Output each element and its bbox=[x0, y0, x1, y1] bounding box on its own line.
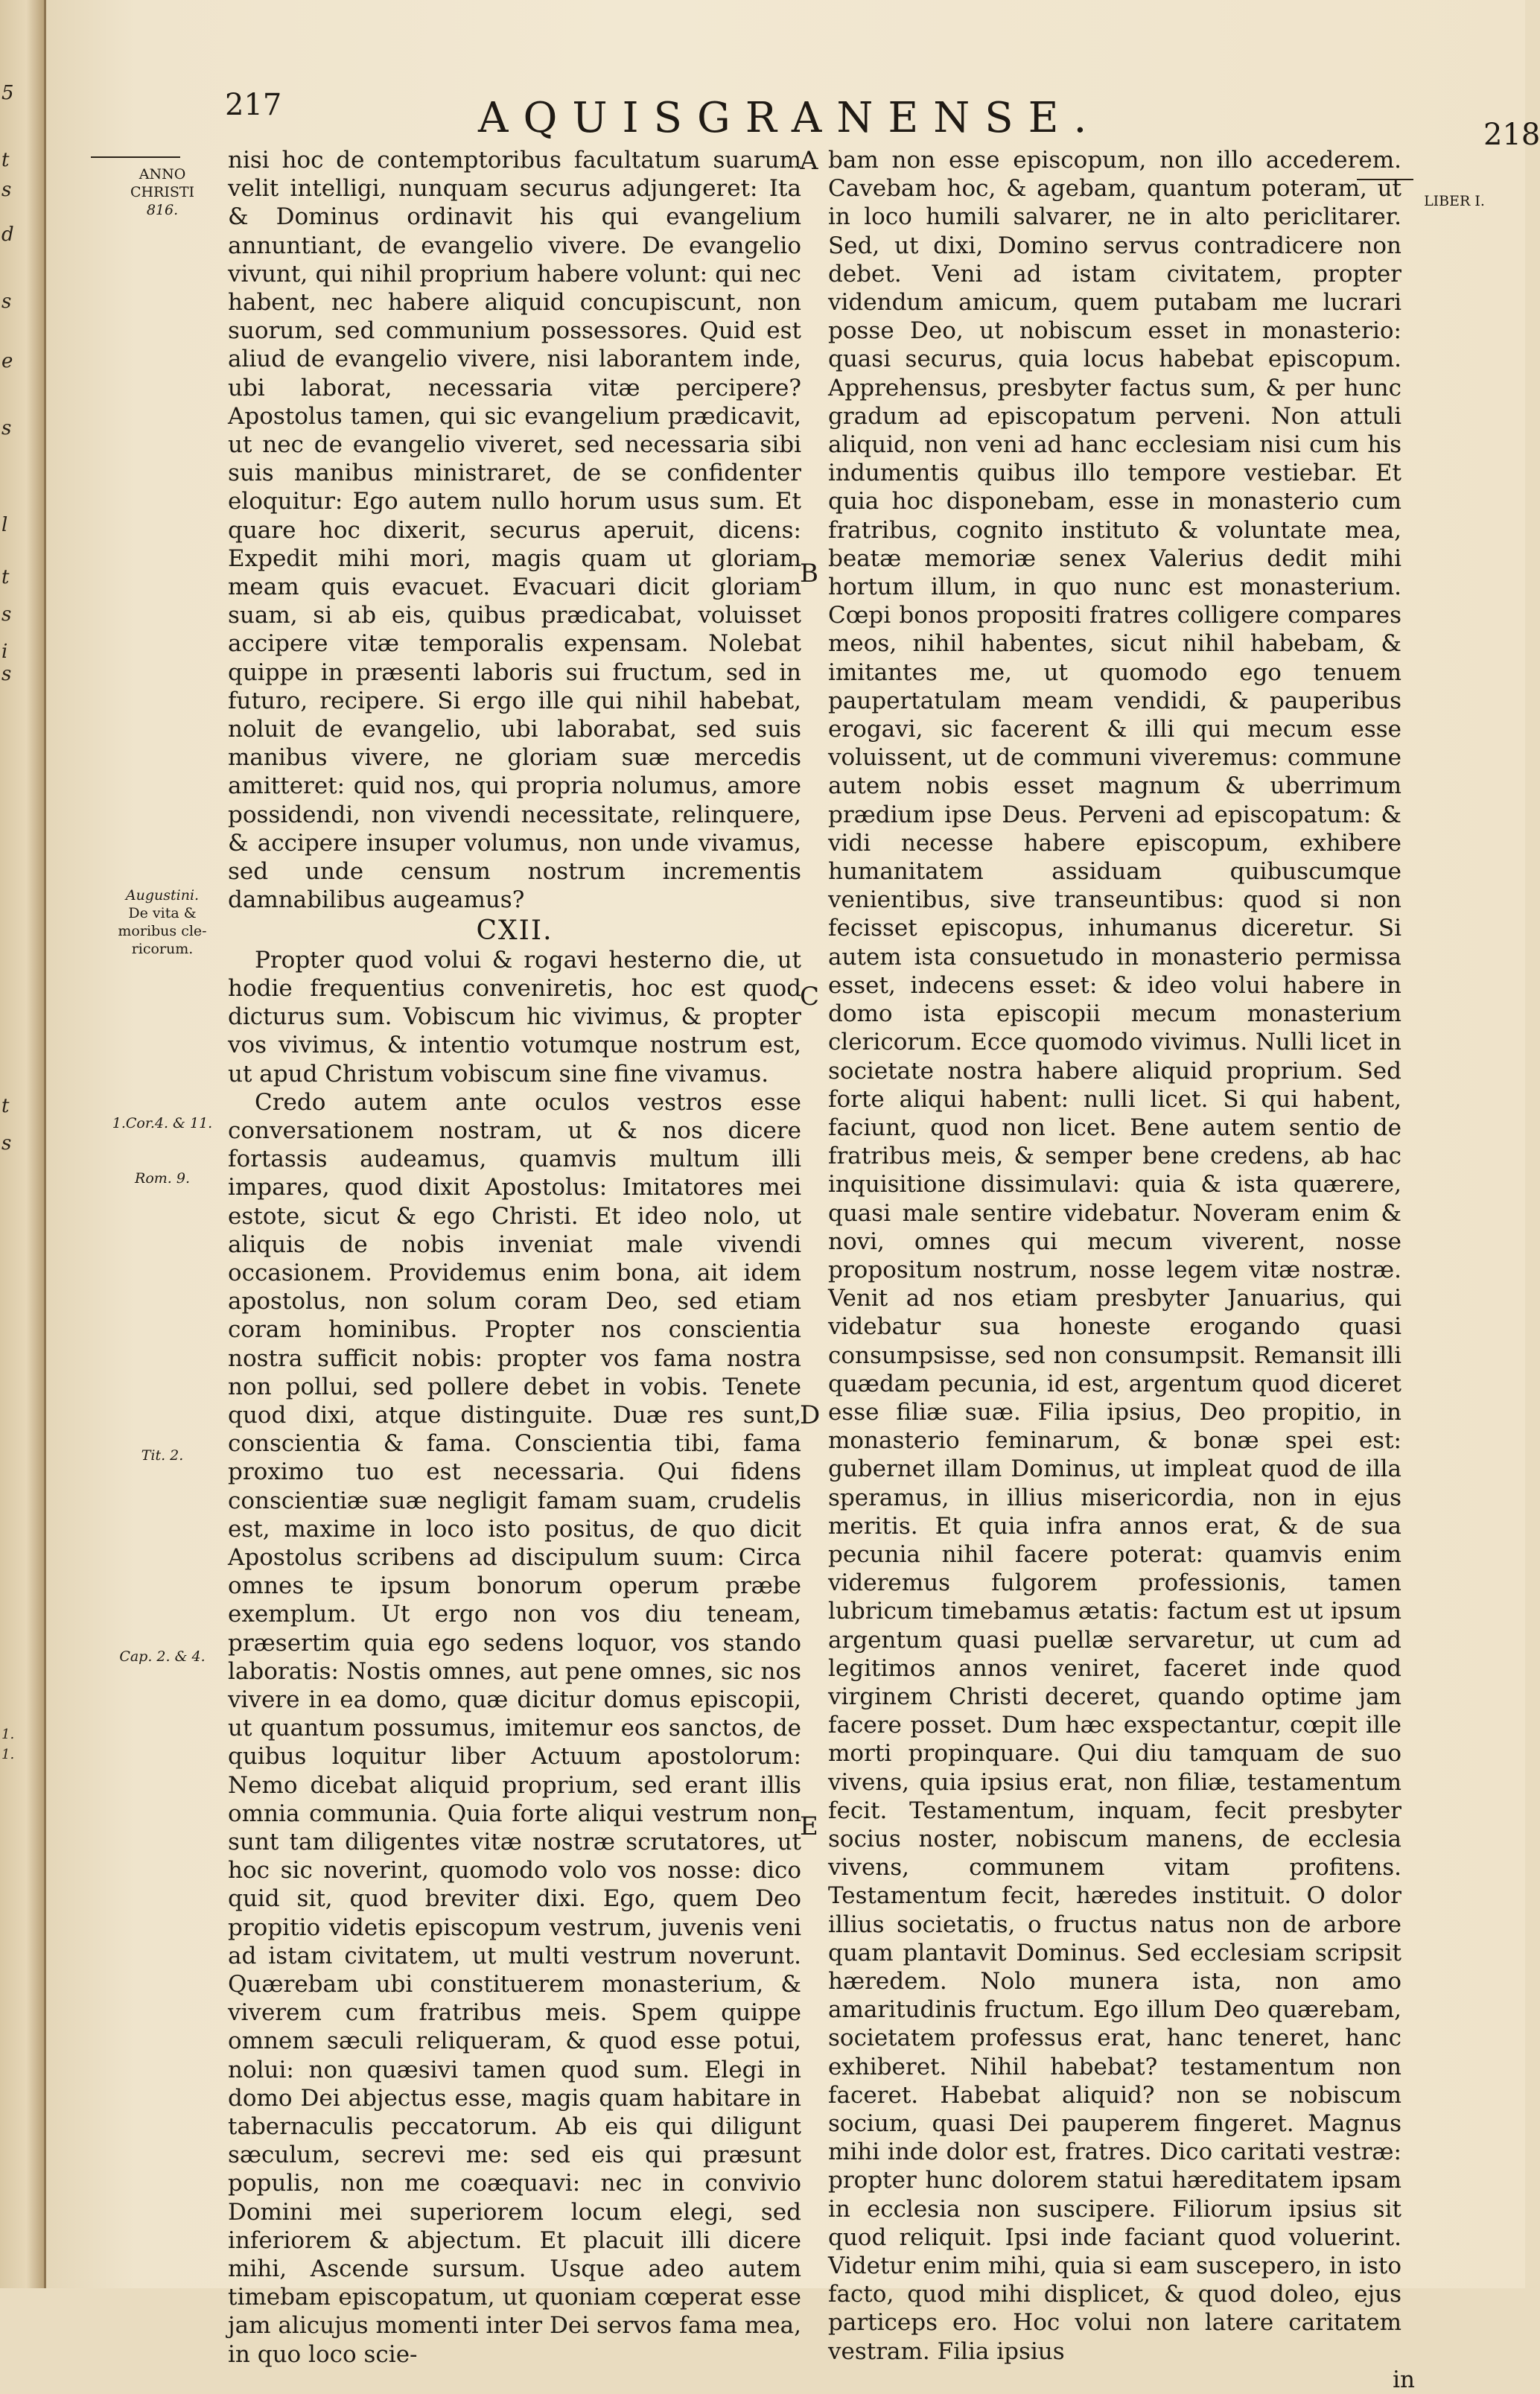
augustini-line-3: moribus cle- bbox=[118, 923, 207, 939]
gutter-glyph: d bbox=[1, 223, 14, 246]
anno-line-2: CHRISTI bbox=[130, 184, 195, 200]
ref-acts: Cap. 2. & 4. bbox=[119, 1648, 206, 1665]
left-page-number: 217 bbox=[225, 88, 282, 122]
gutter-glyph: s bbox=[1, 663, 12, 685]
gutter-glyph: s bbox=[1, 179, 12, 201]
anno-line-1: ANNO bbox=[139, 166, 186, 182]
augustini-line-2: De vita & bbox=[128, 905, 197, 921]
gutter-glyph: i bbox=[1, 641, 8, 663]
gutter-glyph: s bbox=[1, 1132, 12, 1155]
augustini-line-1: Augustini. bbox=[125, 887, 200, 904]
gutter-glyph: 5 bbox=[1, 82, 14, 104]
liber-note: LIBER I. bbox=[1424, 193, 1485, 209]
paragraph: Propter quod volui & rogavi hesterno die, ut hodie frequentius conveniretis, hoc est quod dicturus sum. Vobiscum hic vivimus, & propter vos vivimus, & intentio votumque nostrum est, ut apud Christum vobiscum sine fine vivamus. bbox=[228, 946, 801, 1088]
margin-rule-left bbox=[91, 156, 180, 158]
left-text-column bbox=[228, 146, 801, 2369]
augustini-line-4: ricorum. bbox=[131, 941, 194, 957]
section-heading: CXII. bbox=[476, 915, 553, 947]
paragraph: Credo autem ante oculos vestros esse conversationem nostram, ut & nos dicere fortassis audeamus, quamvis multum illi impares, quod dixit Apostolus: Imitatores mei estote, sicut & ego Christi. Et ideo nolo, ut aliquis de nobis inveniat male vivendi occasionem. Providemus enim bona, ait idem apostolus, non solum coram Deo, sed etiam coram hominibus. Propter nos conscientia nostra sufficit nobis: propter vos fama nostra non pollui, sed pollere debet in vobis. Tenete quod dixi, atque distinguite. Duæ res sunt, conscientia & fama. Conscientia tibi, fama proximo tuo est necessaria. Qui fidens conscientiæ suæ negligit famam suam, crudelis est, maxime in loco isto positus, de quo dicit Apostolus scribens ad discipulum suum: Circa omnes te ipsum bonorum operum præbe exemplum. Ut ergo non vos diu teneam, præsertim quia ego sedens loquor, vos stando laboratis: Nostis omnes, aut pene omnes, sic nos vivere in ea domo, quæ dicitur domus episcopii, ut quantum possumus, imitemur eos sanctos, de quibus loquitur liber Actuum apostolorum: Nemo dicebat aliquid proprium, sed erant illis omnia communia. Quia forte aliqui vestrum non sunt tam diligentes vitæ nostræ scrutatores, ut hoc sic noverint, quomodo volo vos nosse: dico quid sit, quod breviter dixi. Ego, quem Deo propitio videtis episcopum vestrum, juvenis veni ad istam civitatem, ut multi vestrum noverunt. Quærebam ubi constituerem monasterium, & viverem cum fratribus meis. Spem quippe omnem sæculi reliqueram, & quod esse potui, nolui: non quæsivi tamen quod sum. Elegi in domo Dei abjectus esse, magis quam habitare in tabernaculis peccatorum. Ab eis qui diligunt sæculum, secrevi me: sed eis qui præsunt populis, non me coæquavi: nec in convivio Domini mei superiorem locum elegi, sed inferiorem & abjectum. Et placuit illi dicere mihi, Ascende sursum. Usque adeo autem timebam episcopatum, ut quoniam cœperat esse jam alicujus momenti inter Dei servos fama mea, in quo loco scie- bbox=[228, 1088, 801, 2368]
section-letter-d: D bbox=[800, 1400, 821, 1430]
section-letter-b: B bbox=[800, 559, 818, 588]
binding-gutter bbox=[0, 0, 46, 2288]
gutter-glyph: t bbox=[1, 566, 10, 588]
anno-year: 816. bbox=[146, 202, 179, 218]
ref-romans: Rom. 9. bbox=[135, 1170, 190, 1187]
catchword: in bbox=[1393, 2366, 1415, 2393]
paragraph: nisi hoc de contemptoribus facultatum suarum velit intelligi, nunquam securus adjungeret: Ita & Dominus ordinavit his qui evangelium annuntiant, de evangelio vivere. De evangelio vivunt, qui nihil proprium habere volunt: qui nec habent, nec habere aliquid concupiscunt, non suorum, sed communium possessores. Quid est aliud de evangelio vivere, nisi laborantem inde, ubi laborat, necessaria vitæ percipere? Apostolus tamen, qui sic evangelium prædicavit, ut nec de evangelio viveret, sed necessaria sibi suis manibus ministraret, de se confidenter eloquitur: Ego autem nullo horum usus sum. Et quare hoc dixerit, securus aperuit, dicens: Expedit mihi mori, magis quam ut gloriam meam quis evacuet. Evacuari dicit gloriam suam, si ab eis, quibus prædicabat, voluisset accipere vitæ temporalis expensam. Nolebat quippe in præsenti laboris sui fructum, sed in futuro, recipere. Si ergo ille qui nihil habebat, noluit de evangelio, ubi laborabat, sed suis manibus vivere, ne gloriam suæ mercedis amitteret: quid nos, qui propria nolumus, amore possidendi, non vivendi necessitate, relinquere, & accipere insuper volumus, non unde vivamus, sed unde censum nostrum incrementis damnabilibus augeamus? bbox=[228, 147, 801, 914]
right-page-number: 218 bbox=[1483, 118, 1540, 152]
section-letter-e: E bbox=[800, 1812, 818, 1841]
book-page bbox=[46, 0, 1540, 2393]
augustini-note bbox=[110, 886, 214, 958]
ref-titus: Tit. 2. bbox=[141, 1447, 184, 1464]
section-letter-a: A bbox=[800, 146, 818, 176]
right-text-column bbox=[828, 146, 1415, 2394]
gutter-glyph: s bbox=[1, 417, 12, 439]
ref-corinthians: 1.Cor.4. & 11. bbox=[112, 1115, 213, 1131]
gutter-glyph: t bbox=[1, 149, 10, 171]
gutter-glyph: t bbox=[1, 1095, 10, 1117]
gutter-glyph: l bbox=[1, 514, 8, 536]
gutter-glyph: e bbox=[1, 350, 13, 372]
gutter-glyph: 1. bbox=[1, 1727, 15, 1742]
gutter-glyph: s bbox=[1, 290, 12, 313]
paragraph: bam non esse episcopum, non illo accederem. Cavebam hoc, & agebam, quantum poteram, ut in loco humili salvarer, ne in alto periclitarer. Sed, ut dixi, Domino servus contradicere non debet. Veni ad istam civitatem, propter videndum amicum, quem putabam me lucrari posse Deo, ut nobiscum esset in monasterio: quasi securus, quia locus habebat episcopum. Apprehensus, presbyter factus sum, & per hunc gradum ad episcopatum perveni. Non attuli aliquid, non veni ad hanc ecclesiam nisi cum his indumentis quibus illo tempore vestiebar. Et quia hoc disponebam, esse in monasterio cum fratribus, cognito instituto & voluntate mea, beatæ memoriæ senex Valerius dedit mihi hortum illum, in quo nunc est monasterium. Cœpi bonos propositi fratres colligere compares meos, nihil habentes, sicut nihil habebam, & imitantes me, ut quomodo ego tenuem paupertatulam meam vendidi, & pauperibus erogavi, sic facerent & illi qui mecum esse voluissent, ut de communi viveremus: commune autem nobis esset magnum & uberrimum prædium ipse Deus. Perveni ad episcopatum: & vidi necesse habere episcopum, exhibere humanitatem assiduam quibuscumque venientibus, sive transeuntibus: quod si non fecisset episcopus, inhumanus diceretur. Si autem ista consuetudo in monasterio permissa esset, indecens esset: & ideo volui habere in domo ista episcopii mecum monasterium clericorum. Ecce quomodo vivimus. Nulli licet in societate nostra habere aliquid proprium. Sed forte aliqui habent: nulli licet. Si qui habent, faciunt, quod non licet. Bene autem sentio de fratribus meis, & semper bene credens, ab hac inquisitione dissimulavi: quia & ista quærere, quasi male sentire videbatur. Noveram enim & novi, omnes qui mecum viverent, nosse propositum nostrum, nosse legem vitæ nostræ. Venit ad nos etiam presbyter Januarius, qui videbatur sua honeste erogando quasi consumpsisse, sed non consumpsit. Remansit illi quædam pecunia, id est, argentum quod diceret esse filiæ suæ. Filia ipsius, Deo propitio, in monasterio feminarum, & bonæ spei est: gubernet illam Dominus, ut impleat quod de illa speramus, in illius misericordia, non in ejus meritis. Et quia infra annos erat, & de sua pecunia nihil facere poterat: quamvis enim videremus fulgorem professionis, tamen lubricum timebamus ætatis: factum est ut ipsum argentum quasi puellæ servaretur, ut cum ad legitimos annos veniret, faceret inde quod virginem Christi deceret, quando optime jam facere posset. Dum hæc exspectantur, cœpit ille morti propinquare. Qui diu tamquam de suo vivens, quia ipsius erat, non filiæ, testamentum fecit. Testamentum, inquam, fecit presbyter socius noster, nobiscum manens, de ecclesia vivens, communem vitam profitens. Testamentum fecit, hæredes instituit. O dolor illius societatis, o fructus natus non de arbore quam plantavit Dominus. Sed ecclesiam scripsit hæredem. Nolo munera ista, non amo amaritudinis fructum. Ego illum Deo quærebam, societatem professus erat, hanc teneret, hanc exhiberet. Nihil habebat? testamentum non faceret. Habebat aliquid? non se nobiscum socium, quasi Dei pauperem fingeret. Magnus mihi inde dolor est, fratres. Dico caritati vestræ: propter hunc dolorem statui hæreditatem ipsam in ecclesia non suscipere. Filiorum ipsius sit quod reliquit. Ipsi inde faciant quod voluerint. Videtur enim mihi, quia si eam suscepero, in isto facto, quod mihi displicet, & quod doleo, ejus particeps ero. Hoc volui non latere caritatem vestram. Filia ipsius bbox=[828, 147, 1401, 2365]
gutter-glyph: s bbox=[1, 603, 12, 626]
gutter-glyph: 1. bbox=[1, 1747, 15, 1762]
running-title: AQUISGRANENSE. bbox=[478, 94, 1102, 142]
anno-christi-note bbox=[110, 165, 214, 219]
section-letter-c: C bbox=[800, 982, 820, 1012]
